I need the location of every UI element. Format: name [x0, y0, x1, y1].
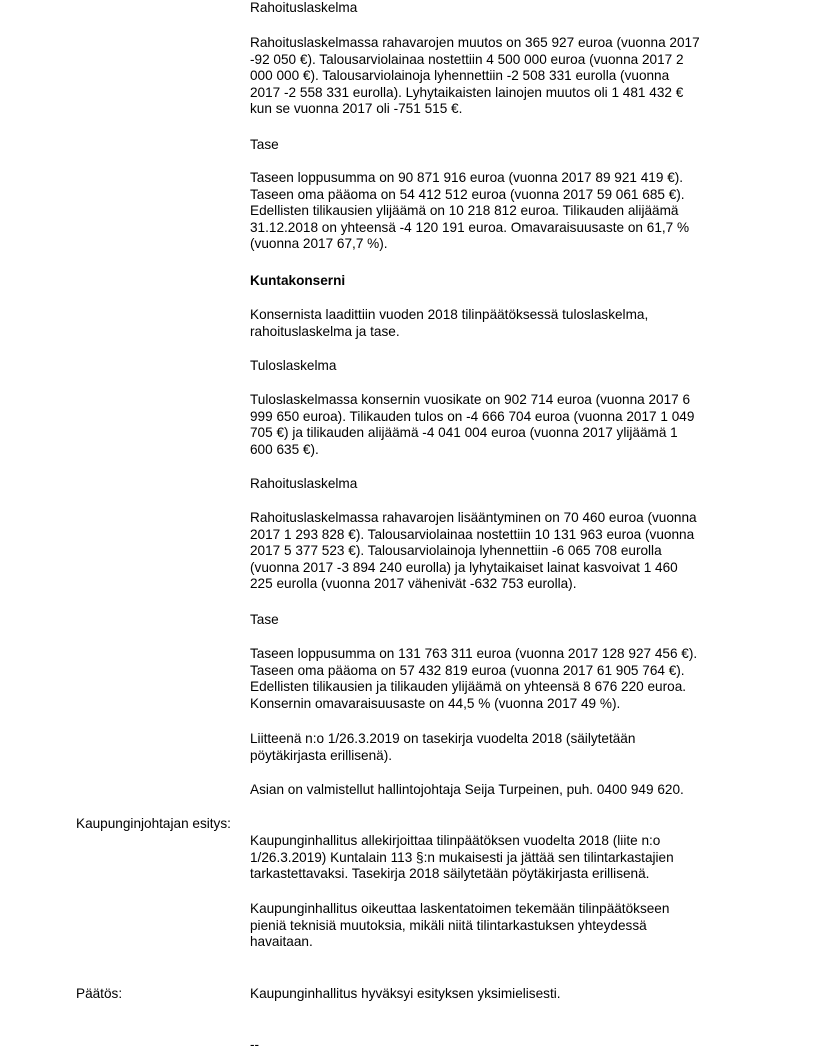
proposal-paragraph-1: Kaupunginhallitus allekirjoittaa tilinpäätöksen vuodelta 2018 (liite n:o 1/26.3.2019) Kuntalain 113 §:n mukaisesti ja jättää sen tilintarkastajien tarkastettavaksi. Tasekirja 2018 säilytetään pöytäkirjasta erillisenä.: [250, 833, 674, 881]
group-cashflow-heading: Rahoituslaskelma: [250, 476, 358, 491]
city-cashflow-text: Rahoituslaskelmassa rahavarojen muutos on 365 927 euroa (vuonna 2017 -92 050 €). Talousarviolainaa nostettiin 4 500 000 euroa (vuonna 2017 2 000 000 €). Talousarviolainoja lyhennettiin -2 508 331 eurolla (vuonna 2017 -2 558 331 eurolla). Lyhytaikaisten lainojen muutos oli 1 481 432 € kun se vuonna 2017 oli -751 515 €.: [250, 35, 700, 116]
group-heading: Kuntakonserni: [250, 273, 346, 288]
proposal-paragraph-2: Kaupunginhallitus oikeuttaa laskentatoimen tekemään tilinpäätökseen pieniä teknisiä muutoksia, mikäli niitä tilintarkastuksen yhteydessä havaitaan.: [250, 901, 670, 949]
decision-label: Päätös:: [76, 986, 123, 1001]
group-balance-heading: Tase: [250, 612, 279, 627]
decision-text: Kaupunginhallitus hyväksyi esityksen yksimielisesti.: [250, 986, 561, 1001]
city-cashflow-heading: Rahoituslaskelma: [250, 0, 358, 15]
attachment-note: Liitteenä n:o 1/26.3.2019 on tasekirja vuodelta 2018 (säilytetään pöytäkirjasta erillisenä).: [250, 731, 636, 763]
city-balance-heading: Tase: [250, 137, 279, 152]
group-income-heading: Tuloslaskelma: [250, 358, 337, 373]
footer-mark: --: [250, 1037, 260, 1052]
city-balance-text: Taseen loppusumma on 90 871 916 euroa (vuonna 2017 89 921 419 €). Taseen oma pääoma on 54 412 512 euroa (vuonna 2017 59 061 685 €). Edellisten tilikausien ylijäämä on 10 218 812 euroa. Tilikauden alijäämä 31.12.2018 on yhteensä -4 120 191 euroa. Omavaraisuusaste on 61,7 % (vuonna 2017 67,7 %).: [250, 170, 690, 251]
group-income-text: Tuloslaskelmassa konsernin vuosikate on 902 714 euroa (vuonna 2017 6 999 650 euroa). Tilikauden tulos on -4 666 704 euroa (vuonna 2017 1 049 705 €) ja tilikauden alijäämä -4 041 004 euroa (vuonna 2017 ylijäämä 1 600 635 €).: [250, 392, 695, 457]
group-intro: Konsernista laadittiin vuoden 2018 tilinpäätöksessä tuloslaskelma, rahoituslaskelma ja tase.: [250, 307, 649, 339]
proposal-label: Kaupunginjohtajan esitys:: [76, 816, 231, 831]
group-cashflow-text: Rahoituslaskelmassa rahavarojen lisääntyminen on 70 460 euroa (vuonna 2017 1 293 828 €). Talousarviolainaa nostettiin 10 131 963 euroa (vuonna 2017 5 377 523 €). Talousarviolainoja lyhennettiin -6 065 708 eurolla (vuonna 2017 -3 894 240 eurolla) ja lyhytaikaiset lainat kasvoivat 1 460 225 eurolla (vuonna 2017 vähenivät -632 753 eurolla).: [250, 510, 697, 591]
preparer-note: Asian on valmistellut hallintojohtaja Seija Turpeinen, puh. 0400 949 620.: [250, 782, 684, 797]
group-balance-text: Taseen loppusumma on 131 763 311 euroa (vuonna 2017 128 927 456 €). Taseen oma pääoma on 57 432 819 euroa (vuonna 2017 61 905 764 €). Edellisten tilikausien ja tilikauden ylijäämä on yhteensä 8 676 220 euroa. Konsernin omavaraisuusaste on 44,5 % (vuonna 2017 49 %).: [250, 646, 698, 711]
